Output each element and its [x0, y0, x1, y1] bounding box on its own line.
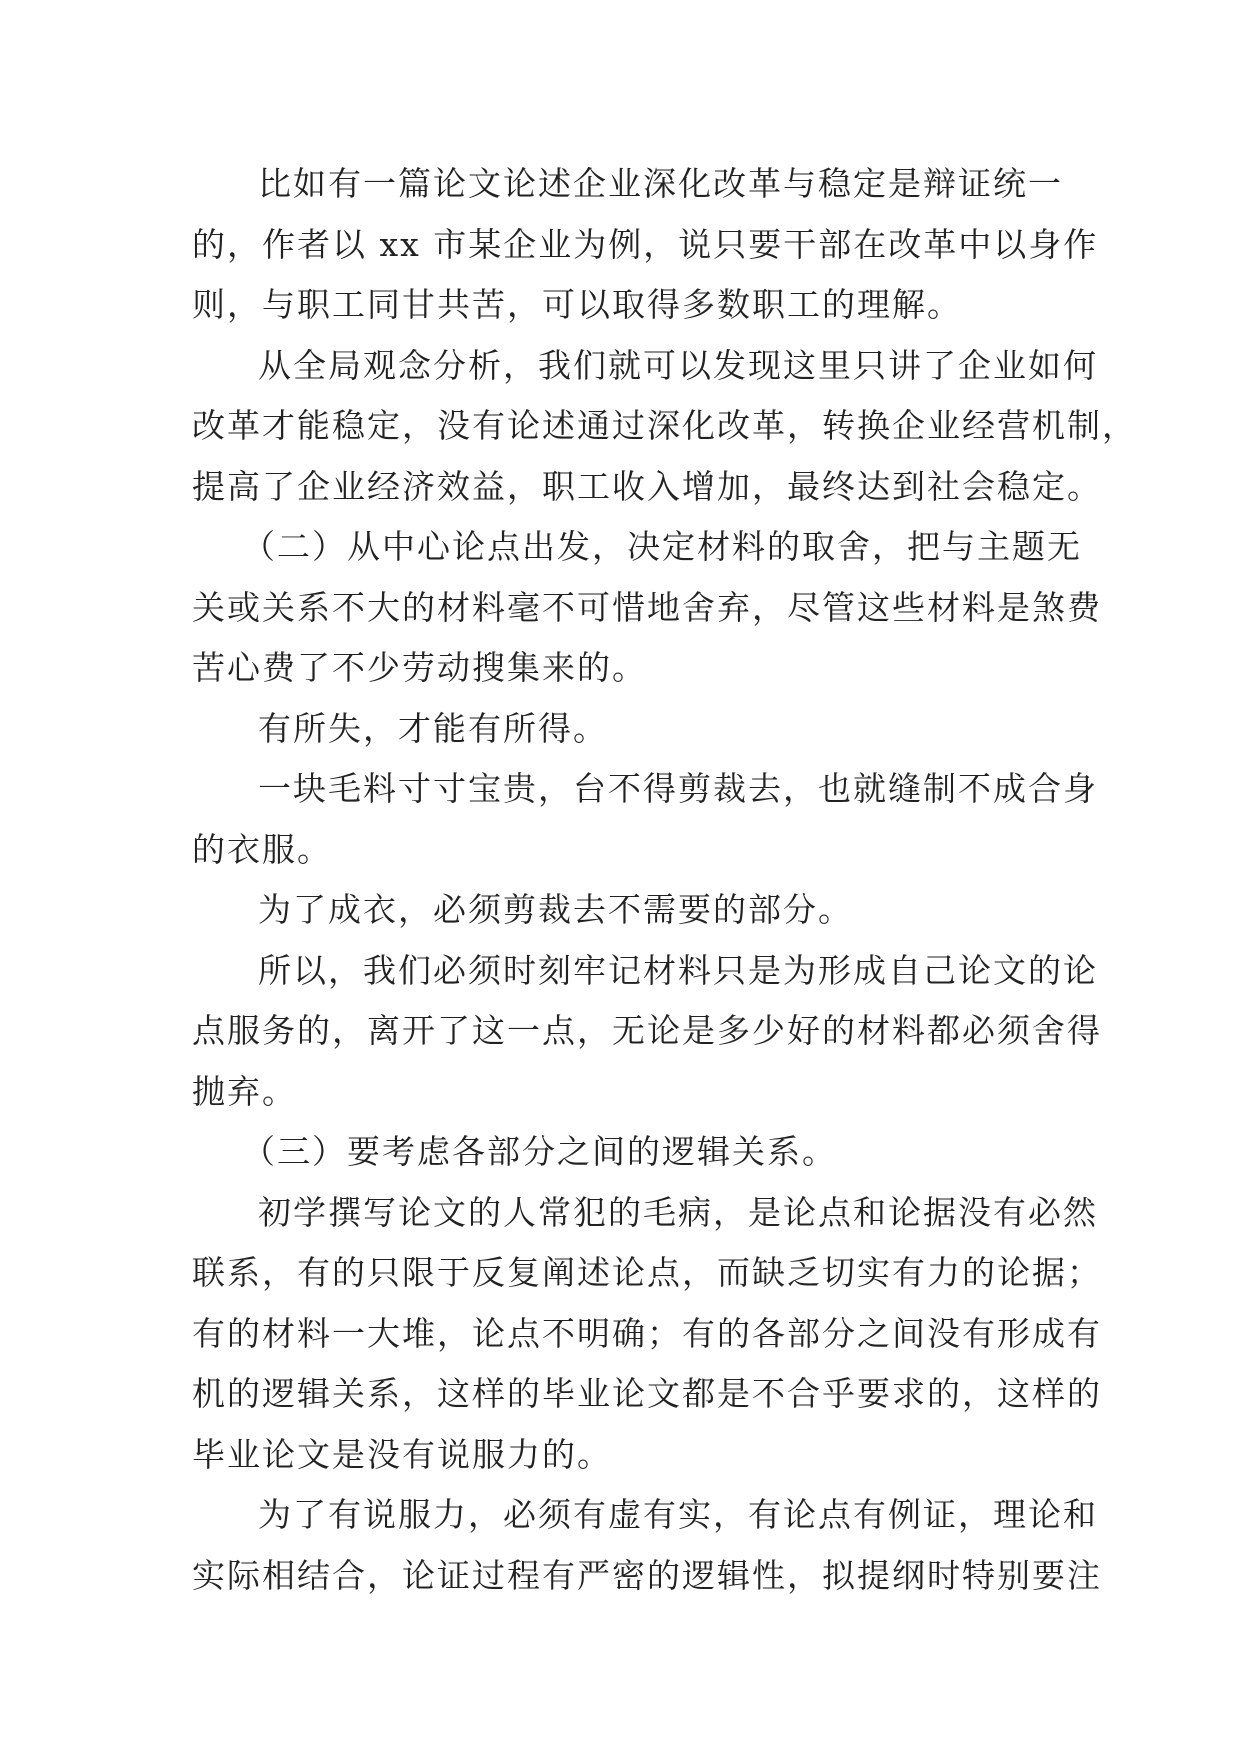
text-line: 所以，我们必须时刻牢记材料只是为形成自己论文的论	[258, 950, 1098, 990]
text-line: 机的逻辑关系，这样的毕业论文都是不合乎要求的，这样的	[192, 1374, 1102, 1413]
text-line: 提高了企业经济效益，职工收入增加，最终达到社会稳定。	[192, 466, 1102, 506]
text-line: 苦心费了不少劳动搜集来的。	[192, 648, 647, 687]
text-line: 有所失，才能有所得。	[258, 708, 608, 748]
text-line: 实际相结合，论证过程有严密的逻辑性，拟提纲时特别要注	[192, 1555, 1102, 1595]
text-line: 一块毛料寸寸宝贵，台不得剪裁去，也就缝制不成合身	[258, 769, 1098, 808]
text-line: 有的材料一大堆，论点不明确；有的各部分之间没有形成有	[192, 1313, 1102, 1353]
text-line: 比如有一篇论文论述企业深化改革与稳定是辩证统一	[258, 164, 1063, 203]
text-line: 从全局观念分析，我们就可以发现这里只讲了企业如何	[258, 345, 1098, 385]
text-line: 的，作者以 xx 市某企业为例，说只要干部在改革中以身作	[192, 224, 1099, 264]
text-line: 改革才能稳定，没有论述通过深化改革，转换企业经营机制，	[192, 406, 1137, 445]
text-line: 为了有说服力，必须有虚有实，有论点有例证，理论和	[258, 1495, 1098, 1534]
text-line: 毕业论文是没有说服力的。	[192, 1434, 612, 1474]
section-heading: （二）从中心论点出发，决定材料的取舍，把与主题无	[242, 527, 1082, 566]
text-line: 点服务的，离开了这一点，无论是多少好的材料都必须舍得	[192, 1011, 1102, 1050]
text-line: 关或关系不大的材料毫不可惜地舍弃，尽管这些材料是煞费	[192, 587, 1102, 627]
text-line: 初学撰写论文的人常犯的毛病，是论点和论据没有必然	[258, 1192, 1098, 1232]
text-line: 联系，有的只限于反复阐述论点，而缺乏切实有力的论据；	[192, 1253, 1102, 1292]
body-text	[192, 154, 1137, 1606]
text-line: 则，与职工同甘共苦，可以取得多数职工的理解。	[192, 285, 962, 324]
text-line: 的衣服。	[192, 829, 332, 869]
text-line: 为了成衣，必须剪裁去不需要的部分。	[258, 890, 853, 929]
text-line: 抛弃。	[192, 1071, 297, 1111]
section-heading: （三）要考虑各部分之间的逻辑关系。	[242, 1132, 837, 1171]
